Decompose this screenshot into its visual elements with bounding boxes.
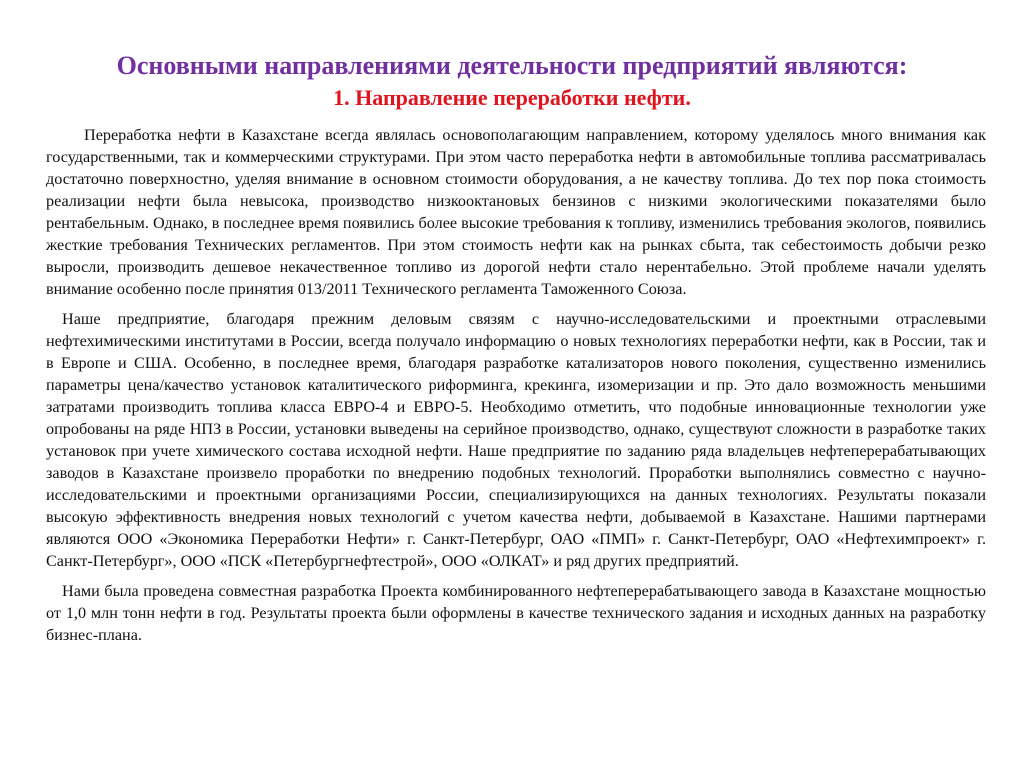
- body-text: [46, 124, 986, 654]
- paragraph-2: Наше предприятие, благодаря прежним деловым связям с научно-исследовательскими и проектными отраслевыми нефтехимическими институтами в России, всегда получало информацию о новых технологиях переработки нефти, как в России, так и в Европе и США. Особенно, в последнее время, благодаря разработке катализаторов нового поколения, существенно изменились параметры цена/качество установок каталитического риформинга, крекинга, изомеризации и пр. Это дало возможность меньшими затратами производить топлива класса ЕВРО-4 и ЕВРО-5. Необходимо отметить, что подобные инновационные технологии уже опробованы на ряде НПЗ в России, установки выведены на серийное производство, однако, существуют сложности в разработке таких установок при учете химического состава исходной нефти. Наше предприятие по заданию ряда владельцев нефтеперерабатывающих заводов в Казахстане произвело проработки по внедрению подобных технологий. Проработки выполнялись совместно с научно-исследовательскими и проектными организациями России, специализирующихся на данных технологиях. Результаты показали высокую эффективность внедрения новых технологий с учетом качества нефти, добываемой в Казахстане. Нашими партнерами являются ООО «Экономика Переработки Нефти» г. Санкт-Петербург, ОАО «ПМП» г. Санкт-Петербург, ОАО «Нефтехимпроект» г. Санкт-Петербург», ООО «ПСК «Петербургнефтестрой», ООО «ОЛКАТ» и ряд других предприятий.: [46, 310, 986, 570]
- section-subtitle: 1. Направление переработки нефти.: [333, 85, 691, 110]
- paragraph-3: Нами была проведена совместная разработка Проекта комбинированного нефтеперерабатывающего завода в Казахстане мощностью от 1,0 млн тонн нефти в год. Результаты проекта были оформлены в качестве технического задания и исходных данных на разработку бизнес-плана.: [46, 582, 986, 644]
- paragraph-1: Переработка нефти в Казахстане всегда являлась основополагающим направлением, которому уделялось много внимания как государственными, так и коммерческими структурами. При этом часто переработка нефти в автомобильные топлива рассматривалась достаточно поверхностно, уделяя внимание в основном стоимости оборудования, а не качеству топлива. До тех пор пока стоимость реализации нефти была невысока, производство низкооктановых бензинов с низкими экологическими показателями было рентабельным. Однако, в последнее время появились более высокие требования к топливу, изменились требования экологов, появились жесткие требования Технических регламентов. При этом стоимость нефти как на рынках сбыта, так себестоимость добычи резко выросли, производить дешевое некачественное топливо из дорогой нефти стало нерентабельно. Этой проблеме начали уделять внимание особенно после принятия 013/2011 Технического регламента Таможенного Союза.: [46, 126, 986, 298]
- slide-title: Основными направлениями деятельности предприятий являются:: [116, 51, 908, 80]
